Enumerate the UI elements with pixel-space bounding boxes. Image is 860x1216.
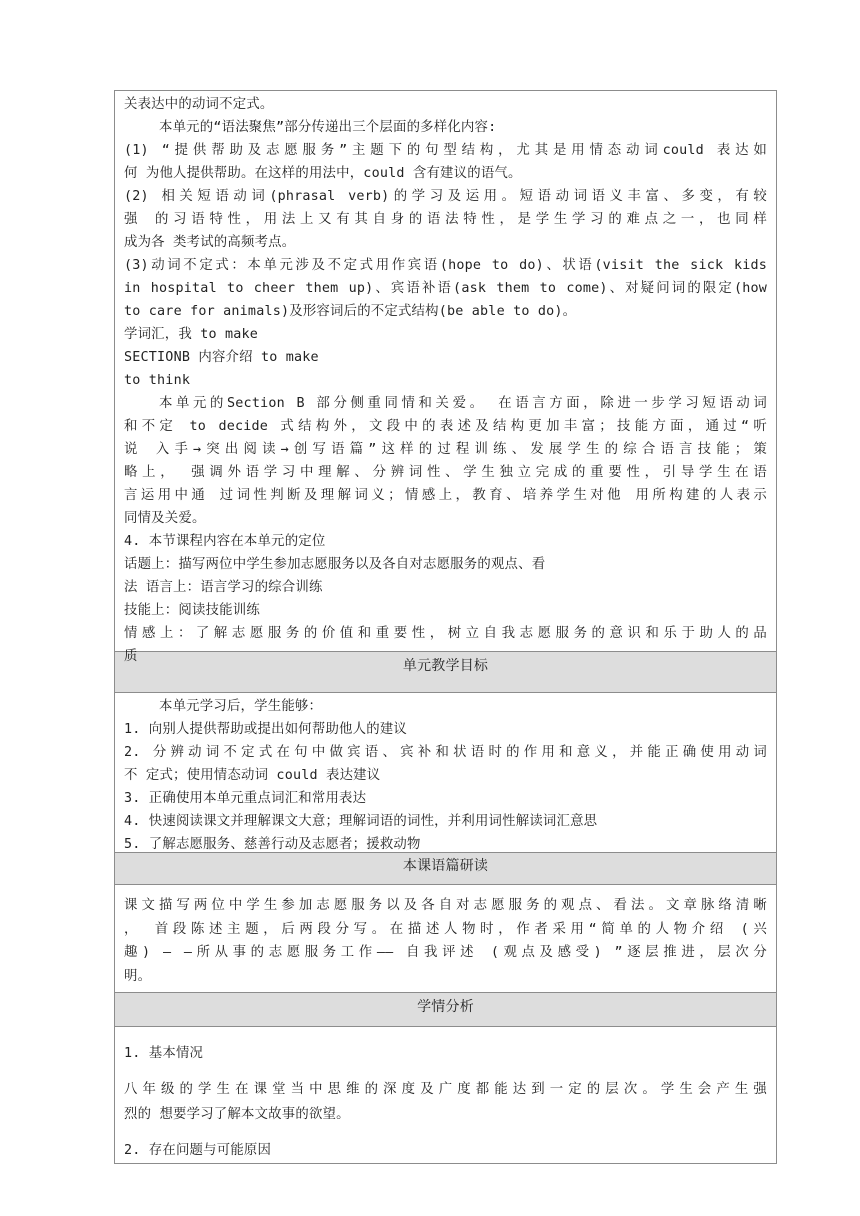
text-line: (1) “提供帮助及志愿服务”主题下的句型结构，尤其是用情态动词could 表达如 [124, 143, 767, 158]
text-line: 本单元的“语法聚焦”部分传递出三个层面的多样化内容: [159, 120, 497, 135]
text-line: 烈的 想要学习了解本文故事的欲望。 [124, 1107, 350, 1122]
text-line: 明。 [124, 968, 152, 984]
text-line: 课文描写两位中学生参加志愿服务以及各自对志愿服务的观点、看法。文章脉络清晰 [124, 898, 767, 913]
text-line: 情感上：了解志愿服务的价值和重要性，树立自我志愿服务的意识和乐于助人的品 [124, 626, 767, 641]
text-line: 成为各 类考试的高频考点。 [124, 235, 296, 250]
text-line: 关表达中的动词不定式。 [124, 97, 274, 112]
section-header-learner-analysis: 学情分析 [115, 993, 776, 1027]
unit-content-cell [115, 91, 776, 664]
list-item: 5. 了解志愿服务、慈善行动及志愿者；援救动物 [124, 837, 421, 852]
text-line: 本单元的Section B 部分侧重同情和关爱。 在语言方面，除进一步学习短语动词 [159, 396, 767, 411]
text-line: 本单元学习后，学生能够： [159, 699, 323, 714]
subsection-heading: 2. 存在问题与可能原因 [124, 1143, 272, 1158]
text-line: in hospital to cheer them up)、宾语补语(ask them to come)、对疑问词的限定(how [124, 281, 767, 296]
text-line: 法 语言上：语言学习的综合训练 [124, 580, 323, 595]
text-line: 略上， 强调外语学习中理解、分辨词性、学生独立完成的重要性，引导学生在语 [124, 465, 767, 480]
text-line: ， 首段陈述主题，后两段分写。在描述人物时，作者采用“简单的人物介绍 (兴 [124, 921, 767, 937]
list-item: 不 定式；使用情态动词 could 表达建议 [124, 768, 381, 783]
lesson-plan-table [114, 90, 777, 1164]
text-line: 质 [124, 649, 138, 664]
text-line: 八年级的学生在课堂当中思维的深度及广度都能达到一定的层次。学生会产生强 [124, 1082, 767, 1097]
list-item: 2. 分辨动词不定式在句中做宾语、宾补和状语时的作用和意义，并能正确使用动词 [124, 745, 767, 760]
list-item: 1. 向别人提供帮助或提出如何帮助他人的建议 [124, 722, 408, 737]
section-header-unit-goals: 单元教学目标 [115, 652, 776, 693]
text-line: (3)动词不定式：本单元涉及不定式用作宾语(hope to do)、状语(visit the sick kids [124, 258, 767, 273]
text-line: 话题上：描写两位中学生参加志愿服务以及各自对志愿服务的观点、看 [124, 557, 546, 572]
unit-goals-cell [115, 693, 776, 853]
text-line: to care for animals)及形容词后的不定式结构(be able to do)。 [124, 304, 577, 319]
text-line: 何 为他人提供帮助。在这样的用法中，could 含有建议的语气。 [124, 166, 522, 181]
text-line: to think [124, 373, 191, 388]
text-line: SECTIONB 内容介绍 to make [124, 350, 319, 365]
section-heading: 4. 本节课程内容在本单元的定位 [124, 534, 326, 549]
list-item: 4. 快速阅读课文并理解课文大意；理解词语的词性，并利用词性解读词汇意思 [124, 814, 598, 829]
list-item: 3. 正确使用本单元重点词汇和常用表达 [124, 791, 367, 806]
text-line: 同情及关爱。 [124, 511, 206, 526]
text-line: 强 的习语特性，用法上又有其自身的语法特性，是学生学习的难点之一，也同样 [124, 212, 767, 227]
text-line: 技能上：阅读技能训练 [124, 603, 260, 618]
text-line: 和不定 to decide 式结构外，文段中的表述及结构更加丰富；技能方面，通过“听 [124, 419, 767, 434]
subsection-heading: 1. 基本情况 [124, 1046, 204, 1061]
text-line: 言运用中通 过词性判断及理解词义；情感上，教育、培养学生对他 用所构建的人表示 [124, 488, 767, 503]
text-line: 学词汇，我 to make [124, 327, 259, 342]
text-line: (2) 相关短语动词(phrasal verb)的学习及运用。短语动词语义丰富、多变，有较 [124, 189, 767, 204]
text-study-cell [115, 885, 776, 993]
text-line: 趣) — —所从事的志愿服务工作—— 自我评述 (观点及感受) ”逐层推进，层次分 [124, 945, 767, 960]
section-header-text-study: 本课语篇研读 [115, 853, 776, 885]
text-line: 说 入手→突出阅读→创写语篇”这样的过程训练、发展学生的综合语言技能；策 [124, 442, 767, 457]
learner-analysis-cell [115, 1027, 776, 1163]
